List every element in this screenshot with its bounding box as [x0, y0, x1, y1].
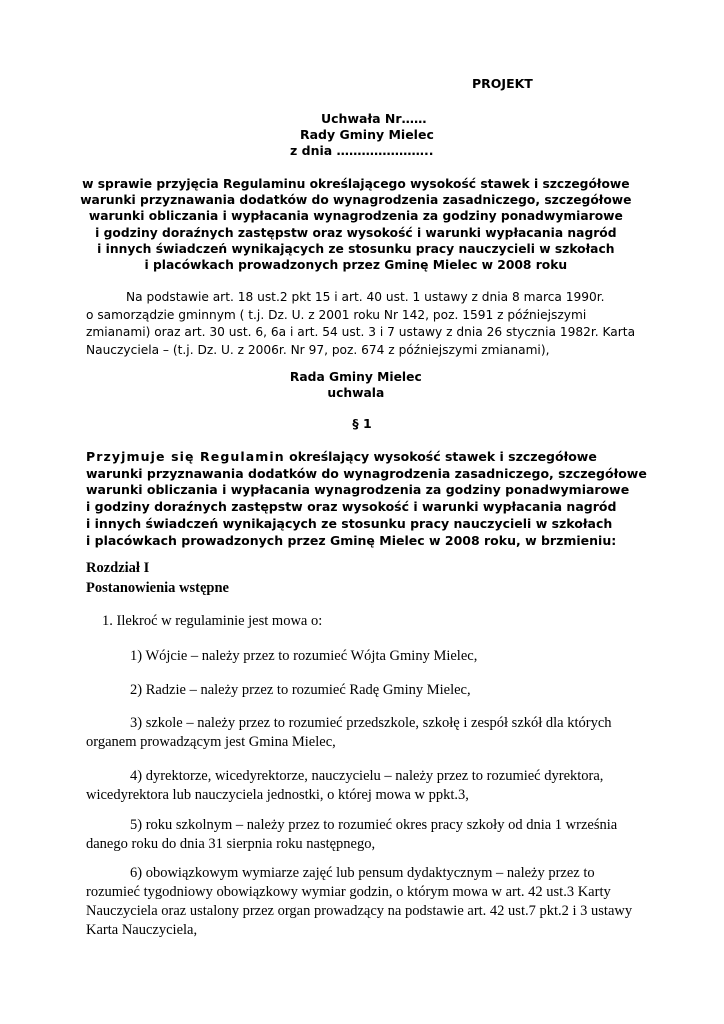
- acceptance-line: i placówkach prowadzonych przez Gminę Mielec w 2008 roku, w brzmieniu:: [86, 532, 617, 548]
- definition-line: wicedyrektora lub nauczyciela jednostki, o której mowa w ppkt.3,: [86, 787, 469, 803]
- council-name: Rady Gminy Mielec: [300, 127, 434, 142]
- acceptance-rest: określający wysokość stawek i szczegółowe: [284, 449, 597, 464]
- chapter-number: Rozdział I: [86, 560, 150, 576]
- definition-line: rozumieć tygodniowy obowiązkowy wymiar godzin, o którym mowa w art. 42 ust.3 Karty: [86, 884, 611, 900]
- title-line: i placówkach prowadzonych przez Gminę Mielec w 2008 roku: [144, 257, 568, 273]
- paragraph-mark: § 1: [352, 416, 372, 431]
- definition-line: Karta Nauczyciela,: [86, 922, 198, 938]
- definition-line: 6) obowiązkowym wymiarze zajęć lub pensum dydaktycznym – należy przez to: [130, 865, 595, 881]
- acceptance-line: i innych świadczeń wynikających ze stosunku pracy nauczycieli w szkołach: [86, 515, 613, 531]
- acceptance-first-line: [86, 449, 647, 466]
- council-resolves: [0, 369, 724, 401]
- legal-basis-line: Nauczyciela – (t.j. Dz. U. z 2006r. Nr 97, poz. 674 z późniejszymi zmianami),: [86, 342, 550, 357]
- definition-line: 4) dyrektorze, wicedyrektorze, nauczycielu – należy przez to rozumieć dyrektora,: [130, 768, 604, 784]
- acceptance-line: warunki obliczania i wypłacania wynagrodzenia za godziny ponadwymiarowe: [86, 482, 630, 498]
- definition-item: [86, 864, 632, 940]
- title-line: warunki obliczania i wypłacania wynagrodzenia za godziny ponadwymiarowe: [88, 208, 623, 224]
- resolution-number: Uchwała Nr……: [321, 111, 427, 126]
- definition-line: 5) roku szkolnym – należy przez to rozumieć okres pracy szkoły od dnia 1 września: [130, 817, 618, 833]
- council-resolves-name: Rada Gminy Mielec: [289, 369, 422, 384]
- chapter-title: Postanowienia wstępne: [86, 580, 229, 596]
- title-line: w sprawie przyjęcia Regulaminu określającego wysokość stawek i szczegółowe: [82, 176, 630, 191]
- legal-basis-line: Na podstawie art. 18 ust.2 pkt 15 i art. 40 ust. 1 ustawy z dnia 8 marca 1990r.: [126, 290, 605, 304]
- resolution-date: z dnia …………………..: [290, 143, 434, 158]
- definition-item: 2) Radzie – należy przez to rozumieć Radę Gminy Mielec,: [130, 682, 471, 698]
- title-line: warunki przyznawania dodatków do wynagrodzenia zasadniczego, szczegółowe: [80, 192, 632, 208]
- legal-basis-line: zmianami) oraz art. 30 ust. 6, 6a i art. 54 ust. 3 i 7 ustawy z dnia 26 stycznia 1982r. Karta: [86, 325, 636, 339]
- definition-item: [86, 714, 612, 752]
- definition-line: organem prowadzącym jest Gmina Mielec,: [86, 734, 336, 750]
- resolution-title: [0, 176, 724, 273]
- definition-item: [86, 816, 617, 854]
- legal-basis-line: o samorządzie gminnym ( t.j. Dz. U. z 2001 roku Nr 142, poz. 1591 z późniejszymi: [86, 307, 587, 322]
- projekt-label: PROJEKT: [472, 76, 533, 91]
- acceptance-line: warunki przyznawania dodatków do wynagrodzenia zasadniczego, szczegółowe: [86, 465, 647, 481]
- council-resolves-verb: uchwala: [327, 385, 385, 400]
- definition-item: [86, 767, 603, 805]
- legal-basis: [86, 289, 635, 359]
- definition-line: 3) szkole – należy przez to rozumieć przedszkole, szkołę i zespół szkół dla których: [130, 715, 612, 731]
- acceptance-line: i godziny doraźnych zastępstw oraz wysokość i warunki wypłacania nagród: [86, 499, 617, 515]
- acceptance-clause: [86, 449, 647, 549]
- title-line: i innych świadczeń wynikających ze stosunku pracy nauczycieli w szkołach: [97, 240, 615, 256]
- title-line: i godziny doraźnych zastępstw oraz wysokość i warunki wypłacania nagród: [95, 224, 617, 240]
- definitions-intro: 1. Ilekroć w regulaminie jest mowa o:: [102, 613, 323, 629]
- acceptance-lead: Przyjmuje się Regulamin: [86, 449, 285, 464]
- definition-line: Nauczyciela oraz ustalony przez organ prowadzący na podstawie art. 42 ust.7 pkt.2 i 3 ustawy: [86, 903, 633, 919]
- definition-line: danego roku do dnia 31 sierpnia roku następnego,: [86, 836, 376, 852]
- definition-item: 1) Wójcie – należy przez to rozumieć Wójta Gminy Mielec,: [130, 648, 478, 664]
